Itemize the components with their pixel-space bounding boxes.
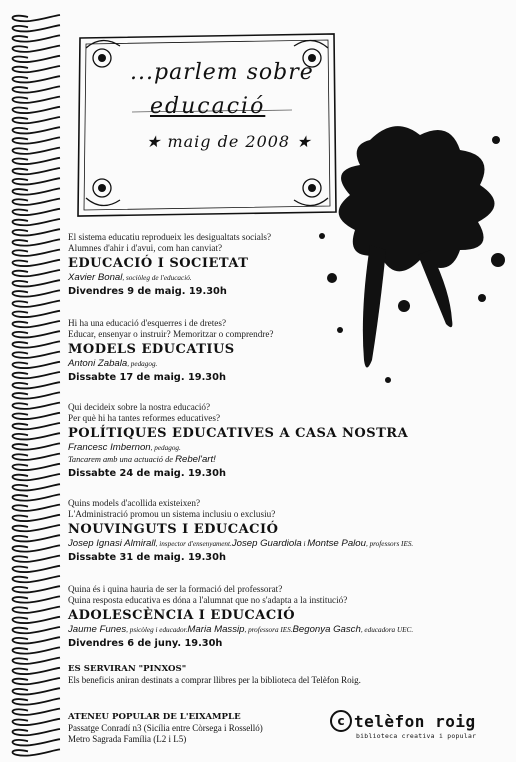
event-question: L'Administració promou un sistema inclusiu o exclusiu? [68,508,276,519]
venue-address: Passatge Conradí n3 (Sicília entre Còrsega i Rosselló) [68,723,263,733]
spiral-loop [13,137,61,143]
spiral-loop [13,321,61,327]
spiral-loop [13,66,61,72]
spiral-loop [13,576,61,582]
speaker-role: i [301,540,308,548]
speaker-role: , pedagog. [127,360,158,368]
spiral-loop [13,413,61,419]
speaker-role: , sociòleg de l'educació. [122,274,192,282]
spiral-loop [13,525,61,531]
spiral-loop [13,596,61,602]
event-heading: MODELS EDUCATIUS [68,342,235,357]
event-heading: NOUVINGUTS I EDUCACIÓ [68,522,279,537]
title-line-2: educació [150,94,266,119]
spiral-loop [13,209,61,215]
spiral-loop [13,301,61,307]
spiral-loop [13,260,61,266]
spiral-loop [13,382,61,388]
spiral-loop [13,607,61,613]
spiral-loop [13,719,61,725]
event-date: Divendres 6 de juny. 19.30h [68,638,223,649]
spiral-loop [13,178,61,184]
logo-mark: c [330,710,352,732]
spiral-loop [13,127,61,133]
event-speakers [68,538,488,550]
logo-tagline: biblioteca creativa i popular [356,732,477,740]
event-question: Educar, ensenyar o instruir? Memoritzar o comprendre? [68,328,274,339]
corner-ornament-tl [86,40,120,67]
spiral-loop [13,76,61,82]
spiral-loop [13,35,61,41]
spiral-loop [13,25,61,31]
spiral-loop [13,403,61,409]
event-question: Quina resposta educativa es dóna a l'alumnat que no s'adapta a la institució? [68,594,348,605]
food-text: Els beneficis aniran destinats a comprar llibres per la biblioteca del Telèfon Roig. [68,675,361,685]
spiral-loop [13,188,61,194]
title-line-1: ...parlem sobre [130,60,314,85]
event-question: Per què hi ha tantes reformes educatives? [68,412,221,423]
title-line-3: ★ maig de 2008 ★ [146,132,312,151]
spiral-loop [13,739,61,745]
speaker-name: Francesc Imbernon [68,442,151,453]
event-heading: POLÍTIQUES EDUCATIVES A CASA NOSTRA [68,426,409,441]
spiral-loop [13,484,61,490]
event-date: Dissabte 17 de maig. 19.30h [68,372,226,383]
speaker-role: , professors IES. [365,540,414,548]
speaker-role: , educadora UEC. [360,626,414,634]
spiral-loop [13,270,61,276]
event-question: El sistema educatiu reprodueix les desigualtats socials? [68,232,272,242]
spiral-loop [13,566,61,572]
spiral-loop [13,219,61,225]
speaker-name: Antoni Zabala [68,358,128,369]
spiral-loop [13,627,61,633]
spiral-loop [13,148,61,154]
spiral-loop [13,637,61,643]
note-highlight: Rebel'art! [175,454,216,465]
spiral-loop [13,729,61,735]
spiral-loop [13,229,61,235]
spiral-binding [0,0,70,762]
event-speakers [68,272,488,284]
spiral-loop [13,352,61,358]
event-heading: EDUCACIÓ I SOCIETAT [68,256,249,271]
speaker-name: Josep Ignasi Almirall [68,538,156,549]
venue-block [68,712,318,744]
spiral-loop [13,239,61,245]
spiral-loop [13,443,61,449]
spiral-loop [13,199,61,205]
spiral-loop [13,515,61,521]
event-section-1 [68,232,488,298]
spiral-loop [13,709,61,715]
event-speakers [68,624,488,636]
speaker-name: Maria Massip [187,624,245,635]
spiral-loop [13,168,61,174]
event-section-5 [68,584,488,650]
speaker-name: Xavier Bonal [68,272,123,283]
event-section-4 [68,498,488,564]
event-question: Quins models d'acollida existeixen? [68,498,201,508]
spiral-loop [13,117,61,123]
spiral-loop [13,464,61,470]
spiral-loop [13,97,61,103]
spiral-loop [13,494,61,500]
event-question: Quina és i quina hauria de ser la formació del professorat? [68,584,283,594]
spiral-loop [13,556,61,562]
event-question: Alumnes d'ahir i d'avui, com han canviat? [68,242,223,253]
spiral-loop [13,586,61,592]
spiral-loop [13,341,61,347]
event-heading: ADOLESCÈNCIA I EDUCACIÓ [68,608,296,623]
telefon-roig-logo [330,710,510,746]
speaker-role: , inspector d'ensenyament. [155,540,232,548]
speaker-name: Jaume Funes [68,624,127,635]
spiral-loop [13,647,61,653]
spiral-loop [13,362,61,368]
venue-metro: Metro Sagrada Família (L2 i L5) [68,733,187,744]
spiral-loop [13,474,61,480]
spiral-loop [13,749,61,755]
spiral-loop [13,617,61,623]
speaker-role: , professora IES. [244,626,293,634]
spiral-loop [13,392,61,398]
spiral-loop [13,56,61,62]
venue-name: ATENEU POPULAR DE L'EIXAMPLE [68,712,241,722]
spiral-loop [13,331,61,337]
speaker-role: , pedagog. [150,444,181,452]
spiral-loop [13,423,61,429]
spiral-loop [13,678,61,684]
speaker-name: Montse Palou [307,538,366,549]
spiral-loop [13,311,61,317]
spiral-loop [13,688,61,694]
food-heading: ES SERVIRAN "PINXOS" [68,664,187,674]
spiral-loop [13,668,61,674]
spiral-loop [13,698,61,704]
spiral-loop [13,107,61,113]
speaker-name: Josep Guardiola [231,538,302,549]
spiral-loop [13,158,61,164]
event-date: Divendres 9 de maig. 19.30h [68,286,227,297]
spiral-loop [13,372,61,378]
spiral-loop [13,658,61,664]
spiral-loop [13,86,61,92]
food-notice [68,664,488,686]
spiral-loop [13,505,61,511]
logo-name: telèfon roig [354,712,476,731]
note-text: Tancarem amb una actuació de [68,455,176,464]
event-question: Qui decideix sobre la nostra educació? [68,402,211,412]
event-speakers [68,358,488,370]
spiral-loop [13,46,61,52]
title-date: maig de 2008 [167,132,291,151]
event-speakers [68,442,488,454]
spiral-loop [13,535,61,541]
spiral-loop [13,15,61,21]
event-question: Hi ha una educació d'esquerres i de dretes? [68,318,227,328]
event-section-3 [68,402,488,480]
corner-ornament-bl [86,179,120,206]
event-date: Dissabte 31 de maig. 19.30h [68,552,226,563]
spiral-loop [13,250,61,256]
spiral-loop [13,545,61,551]
spiral-loop [13,433,61,439]
spiral-loop [13,290,61,296]
spiral-loop [13,454,61,460]
spiral-loop [13,280,61,286]
speaker-name: Begonya Gasch [292,624,361,635]
event-date: Dissabte 24 de maig. 19.30h [68,468,226,479]
event-note [68,454,488,466]
event-section-2 [68,318,488,384]
speaker-role: , psicòleg i educador. [126,626,188,634]
